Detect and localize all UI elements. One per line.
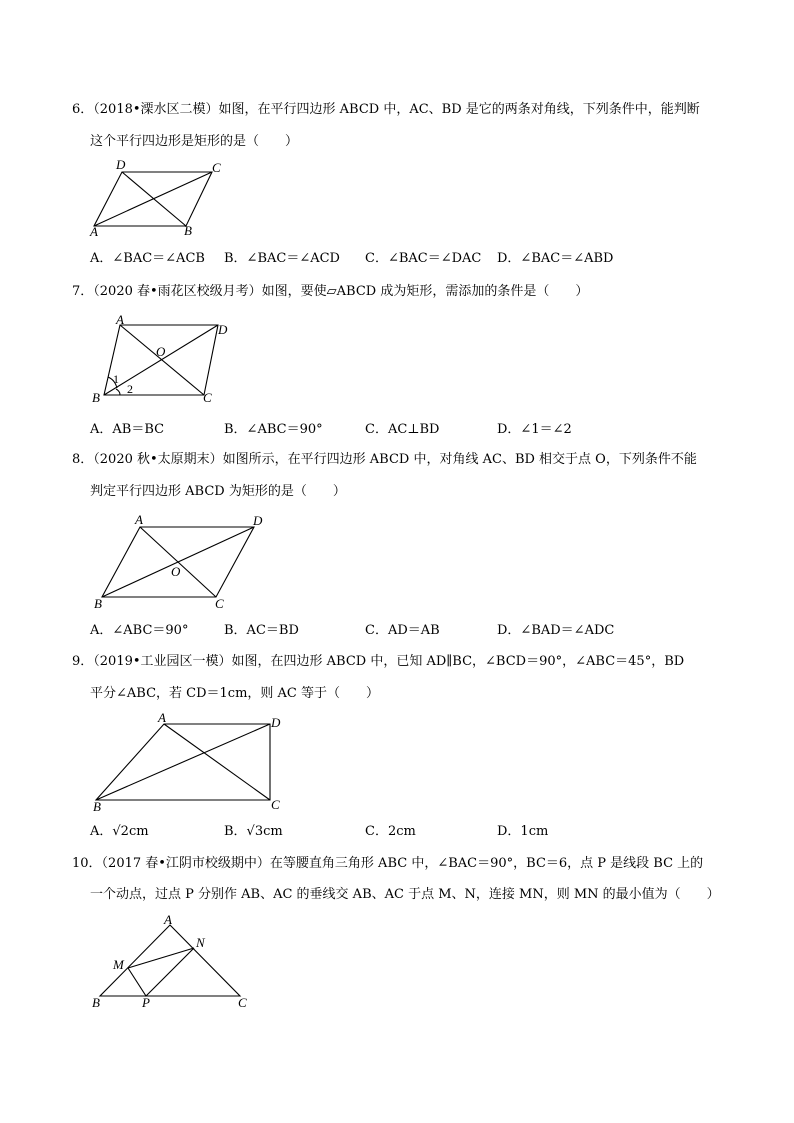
q7-label-o: O — [156, 344, 166, 359]
q10-label-b: B — [92, 995, 100, 1010]
q8-option-c: C．AD＝AB — [365, 623, 440, 638]
q9-label-c: C — [271, 797, 280, 812]
q9-label-b: B — [93, 799, 101, 814]
q7-label-angle1: 1 — [113, 372, 119, 386]
q10-stem-line1: 10．（2017 春•江阴市校级期中）在等腰直角三角形 ABC 中，∠BAC＝90°，BC＝6，点 P 是线段 BC 上的 — [72, 856, 704, 871]
q7-label-angle2: 2 — [127, 382, 133, 396]
q6-label-a: A — [90, 224, 98, 239]
q8-label-a: A — [135, 512, 143, 527]
q7-option-c: C．AC⊥BD — [365, 422, 440, 437]
q7-option-b: B．∠ABC＝90° — [224, 422, 323, 437]
q10-label-p: P — [142, 995, 150, 1010]
q9-option-d: D．1cm — [497, 824, 549, 839]
q6-option-c: C．∠BAC＝∠DAC — [365, 251, 482, 266]
q6-label-d: D — [116, 157, 126, 172]
q8-option-b: B．AC＝BD — [224, 623, 299, 638]
q9-stem-line1: 9．（2019•工业园区一模）如图，在四边形 ABCD 中，已知 AD∥BC，∠BCD＝90°，∠ABC＝45°，BD — [72, 654, 685, 669]
q10-stem-line2: 一个动点，过点 P 分别作 AB、AC 的垂线交 AB、AC 于点 M、N，连接 MN，则 MN 的最小值为（ ） — [90, 887, 720, 902]
q7-option-a: A．AB＝BC — [90, 422, 165, 437]
q8-label-c: C — [215, 596, 224, 611]
q9-option-b: B．√3cm — [224, 824, 283, 839]
q8-option-d: D．∠BAD＝∠ADC — [497, 623, 615, 638]
q8-option-a: A．∠ABC＝90° — [90, 623, 189, 638]
q10-perpendiculars-from-p — [128, 948, 194, 996]
q9-stem-line2: 平分∠ABC，若 CD＝1cm，则 AC 等于（ ） — [90, 686, 380, 701]
q6-label-b: B — [184, 223, 192, 238]
q10-label-c: C — [238, 995, 247, 1010]
q8-label-o: O — [171, 564, 181, 579]
q7-label-b: B — [92, 390, 100, 405]
q9-label-a: A — [158, 710, 166, 725]
q7-label-a: A — [116, 312, 124, 327]
q6-stem-line2: 这个平行四边形是矩形的是（ ） — [90, 134, 299, 149]
q8-stem-line1: 8．（2020 秋•太原期末）如图所示，在平行四边形 ABCD 中，对角线 AC、BD 相交于点 O，下列条件不能 — [72, 452, 697, 467]
q8-label-d: D — [253, 513, 263, 528]
q7-option-d: D．∠1＝∠2 — [497, 422, 572, 437]
q8-stem-line2: 判定平行四边形 ABCD 为矩形的是（ ） — [90, 484, 346, 499]
q7-label-d: D — [218, 322, 228, 337]
q9-label-d: D — [271, 715, 281, 730]
q7-label-c: C — [203, 390, 212, 405]
q6-option-d: D．∠BAC＝∠ABD — [497, 251, 614, 266]
q8-label-b: B — [94, 596, 102, 611]
q6-label-c: C — [212, 160, 221, 175]
q9-option-c: C．2cm — [365, 824, 416, 839]
q7-stem-line1: 7．（2020 春•雨花区校级月考）如图，要使▱ABCD 成为矩形，需添加的条件是（ ） — [72, 284, 589, 299]
q10-label-m: M — [113, 957, 124, 972]
q10-label-a: A — [164, 912, 172, 927]
q9-option-a: A．√2cm — [90, 824, 149, 839]
q6-option-b: B．∠BAC＝∠ACD — [224, 251, 340, 266]
q6-stem-line1: 6．（2018•溧水区二模）如图，在平行四边形 ABCD 中，AC、BD 是它的两条对角线，下列条件中，能判断 — [72, 102, 700, 117]
q6-option-a: A．∠BAC＝∠ACB — [90, 251, 205, 266]
q10-label-n: N — [196, 935, 205, 950]
